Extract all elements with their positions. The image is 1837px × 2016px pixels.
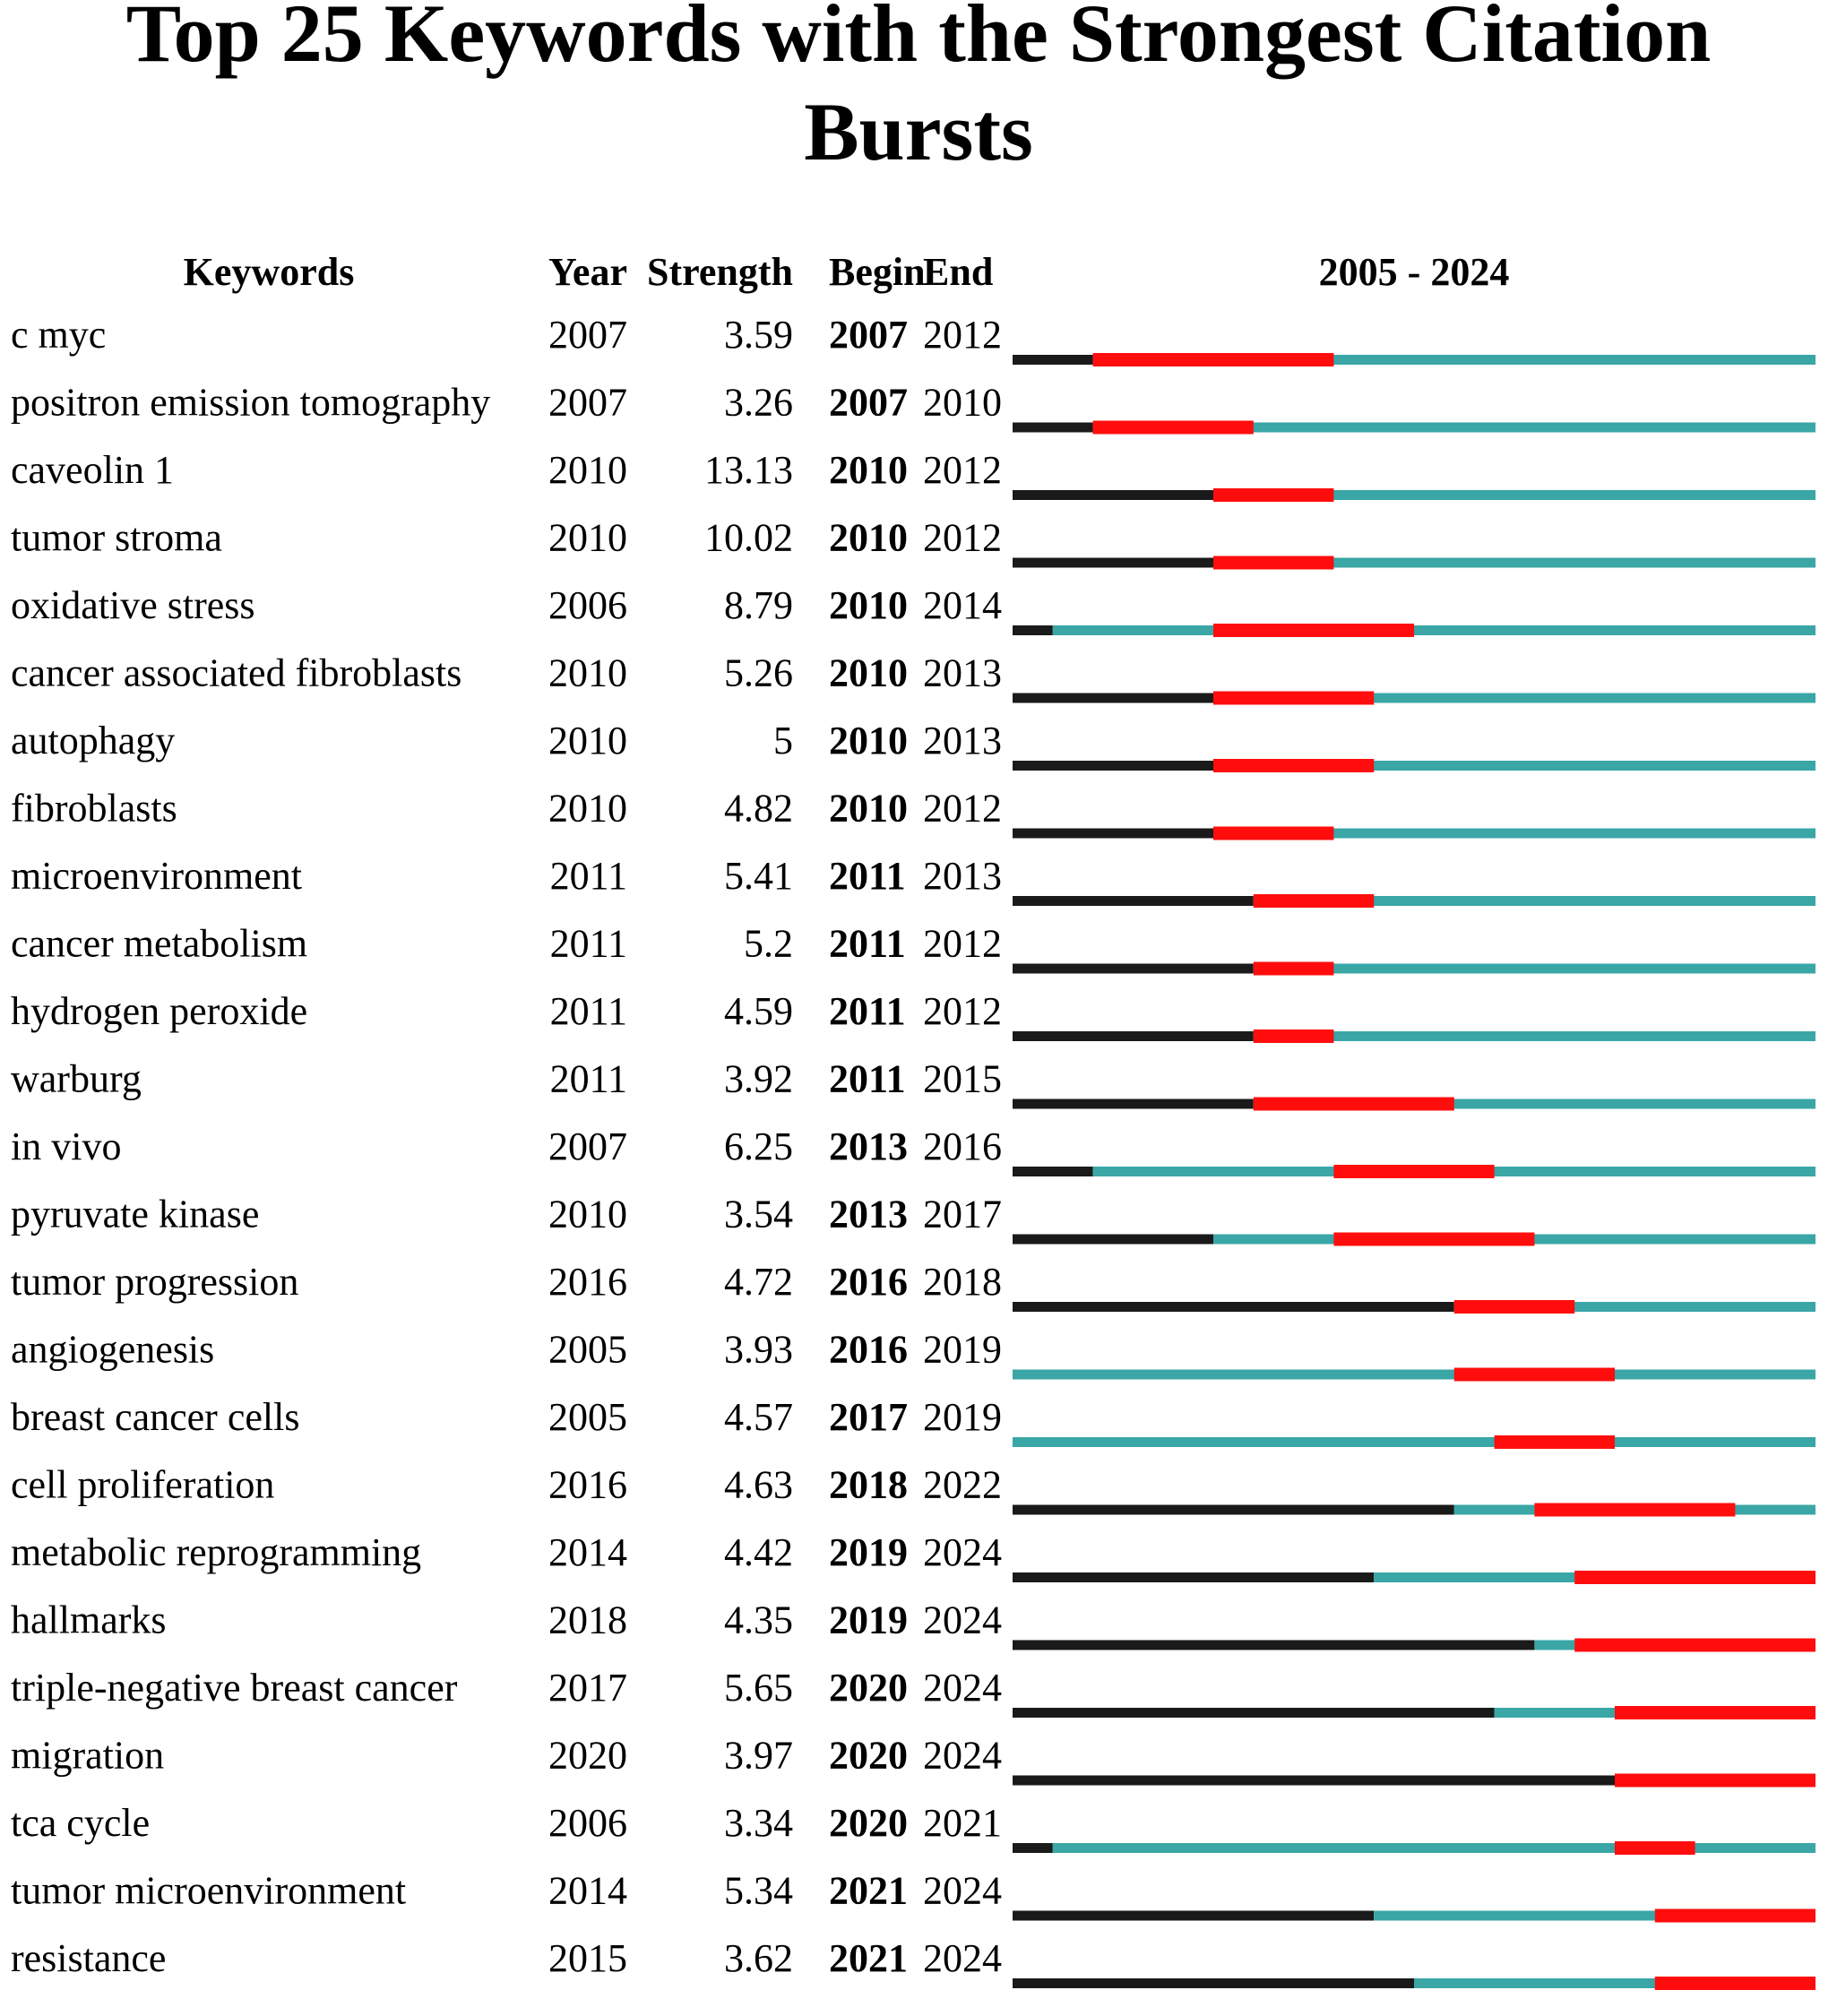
row-begin: 2010 xyxy=(829,448,908,492)
row-end: 2012 xyxy=(923,313,1002,357)
row-begin: 2020 xyxy=(829,1801,908,1845)
row-begin: 2021 xyxy=(829,1868,908,1913)
row-bar-before xyxy=(1013,1302,1454,1312)
row-bar-before xyxy=(1013,1099,1254,1109)
row-end: 2024 xyxy=(923,1733,1002,1778)
row-strength: 13.13 xyxy=(704,448,793,492)
row-bar-burst xyxy=(1655,1977,1815,1990)
row-year: 2011 xyxy=(549,989,627,1033)
row-year: 2016 xyxy=(548,1260,627,1304)
row-keyword: warburg xyxy=(11,1056,142,1101)
row-strength: 10.02 xyxy=(704,515,793,560)
row-bar-burst xyxy=(1254,1098,1454,1111)
row-bar-burst xyxy=(1454,1300,1574,1314)
row-bar-active xyxy=(1254,1031,1815,1041)
row-strength: 4.82 xyxy=(724,786,793,831)
row-year: 2006 xyxy=(548,1801,627,1845)
row-begin: 2007 xyxy=(829,380,908,425)
row-bar-burst xyxy=(1655,1909,1815,1923)
row-bar-before xyxy=(1013,829,1213,839)
row-keyword: metabolic reprogramming xyxy=(11,1530,422,1574)
row-bar-burst xyxy=(1093,353,1334,366)
row-bar-before xyxy=(1013,1911,1374,1921)
header-range: 2005 - 2024 xyxy=(1318,250,1510,294)
row-end: 2012 xyxy=(923,515,1002,560)
row-bar-before xyxy=(1013,964,1254,974)
row-bar-before xyxy=(1013,1843,1053,1853)
row-keyword: cancer associated fibroblasts xyxy=(11,650,462,695)
row-end: 2012 xyxy=(923,786,1002,831)
row-bar-burst xyxy=(1615,1774,1815,1788)
row-begin: 2010 xyxy=(829,583,908,627)
row-keyword: tca cycle xyxy=(11,1801,151,1845)
row-end: 2012 xyxy=(923,989,1002,1033)
row-keyword: triple-negative breast cancer xyxy=(11,1666,458,1710)
row-year: 2016 xyxy=(548,1462,627,1507)
row-year: 2010 xyxy=(548,448,627,492)
row-strength: 5.65 xyxy=(724,1666,793,1710)
row-bar-burst xyxy=(1615,1841,1695,1855)
row-begin: 2010 xyxy=(829,719,908,762)
row-end: 2019 xyxy=(923,1395,1002,1439)
row-bar-before xyxy=(1013,1505,1454,1515)
row-keyword: microenvironment xyxy=(11,854,303,898)
row-year: 2007 xyxy=(548,380,627,425)
row-begin: 2020 xyxy=(829,1733,908,1778)
row-bar-active xyxy=(1053,1843,1815,1853)
row-keyword: resistance xyxy=(11,1936,167,1980)
chart-title-line-1: Top 25 Keywords with the Strongest Citation xyxy=(125,0,1712,79)
row-bar-burst xyxy=(1454,1368,1615,1382)
row-end: 2024 xyxy=(923,1530,1002,1574)
row-begin: 2011 xyxy=(829,921,906,966)
row-keyword: caveolin 1 xyxy=(11,448,175,492)
row-keyword: tumor progression xyxy=(11,1260,299,1304)
row-end: 2012 xyxy=(923,448,1002,492)
row-begin: 2019 xyxy=(829,1598,908,1642)
row-begin: 2011 xyxy=(829,1056,906,1101)
row-strength: 5.34 xyxy=(724,1868,793,1913)
row-begin: 2020 xyxy=(829,1666,908,1710)
row-bar-before xyxy=(1013,490,1213,500)
row-keyword: in vivo xyxy=(11,1124,122,1168)
row-strength: 4.57 xyxy=(724,1395,793,1439)
row-bar-burst xyxy=(1254,894,1374,908)
row-year: 2014 xyxy=(548,1868,627,1913)
row-strength: 4.72 xyxy=(724,1260,793,1304)
row-strength: 3.92 xyxy=(724,1056,793,1101)
row-strength: 3.59 xyxy=(724,313,793,357)
row-begin: 2010 xyxy=(829,786,908,831)
row-keyword: hallmarks xyxy=(11,1598,167,1642)
row-bar-burst xyxy=(1093,421,1254,435)
row-keyword: fibroblasts xyxy=(11,786,177,831)
row-strength: 8.79 xyxy=(724,583,793,627)
row-bar-burst xyxy=(1615,1706,1815,1719)
row-bar-burst xyxy=(1333,1165,1494,1178)
row-bar-burst xyxy=(1333,1233,1534,1246)
row-strength: 3.93 xyxy=(724,1327,793,1372)
row-year: 2005 xyxy=(548,1327,627,1372)
row-end: 2013 xyxy=(923,854,1002,898)
row-end: 2016 xyxy=(923,1124,1002,1168)
row-begin: 2010 xyxy=(829,650,908,695)
row-keyword: tumor microenvironment xyxy=(11,1868,407,1913)
row-strength: 4.59 xyxy=(724,989,793,1033)
row-bar-before xyxy=(1013,1641,1534,1650)
row-keyword: hydrogen peroxide xyxy=(11,989,308,1033)
row-bar-active xyxy=(1013,1370,1815,1380)
row-bar-before xyxy=(1013,355,1093,365)
row-year: 2007 xyxy=(548,1124,627,1168)
row-year: 2010 xyxy=(548,1192,627,1236)
row-bar-burst xyxy=(1213,556,1333,570)
row-keyword: tumor stroma xyxy=(11,515,222,560)
row-year: 2011 xyxy=(549,921,627,966)
row-begin: 2016 xyxy=(829,1327,908,1372)
row-year: 2005 xyxy=(548,1395,627,1439)
row-bar-active xyxy=(1013,1437,1815,1447)
row-bar-burst xyxy=(1213,827,1333,840)
row-strength: 4.63 xyxy=(724,1462,793,1507)
row-end: 2014 xyxy=(923,583,1002,627)
row-bar-before xyxy=(1013,1167,1093,1176)
header-year: Year xyxy=(548,250,627,294)
row-begin: 2011 xyxy=(829,989,906,1033)
row-end: 2013 xyxy=(923,719,1002,762)
row-begin: 2013 xyxy=(829,1192,908,1236)
row-bar-burst xyxy=(1213,624,1414,637)
row-end: 2021 xyxy=(923,1801,1002,1845)
row-end: 2019 xyxy=(923,1327,1002,1372)
header-end: End xyxy=(923,250,994,294)
row-keyword: positron emission tomography xyxy=(11,380,491,425)
row-end: 2012 xyxy=(923,921,1002,966)
row-strength: 3.26 xyxy=(724,380,793,425)
row-strength: 4.35 xyxy=(724,1598,793,1642)
row-keyword: oxidative stress xyxy=(11,583,255,627)
row-bar-before xyxy=(1013,423,1093,433)
row-year: 2006 xyxy=(548,583,627,627)
row-bar-burst xyxy=(1254,1030,1334,1043)
row-keyword: migration xyxy=(11,1733,165,1778)
row-bar-burst xyxy=(1213,759,1374,772)
row-strength: 3.97 xyxy=(724,1733,793,1778)
row-strength: 3.54 xyxy=(724,1192,793,1236)
row-year: 2010 xyxy=(548,650,627,695)
row-keyword: breast cancer cells xyxy=(11,1395,300,1439)
header-begin: Begin xyxy=(829,250,926,294)
row-bar-before xyxy=(1013,1978,1414,1988)
row-bar-before xyxy=(1013,761,1213,771)
row-end: 2013 xyxy=(923,650,1002,695)
row-begin: 2018 xyxy=(829,1462,908,1507)
row-keyword: c myc xyxy=(11,313,107,357)
row-begin: 2016 xyxy=(829,1260,908,1304)
header-strength: Strength xyxy=(647,250,793,294)
row-year: 2015 xyxy=(548,1936,627,1980)
row-begin: 2019 xyxy=(829,1530,908,1574)
header-keywords: Keywords xyxy=(183,250,355,294)
row-end: 2022 xyxy=(923,1462,1002,1507)
row-end: 2015 xyxy=(923,1056,1002,1101)
row-begin: 2007 xyxy=(829,313,908,357)
row-bar-before xyxy=(1013,625,1053,635)
row-strength: 5.2 xyxy=(744,921,793,966)
row-end: 2024 xyxy=(923,1936,1002,1980)
row-year: 2010 xyxy=(548,719,627,762)
row-bar-burst xyxy=(1495,1435,1615,1449)
row-strength: 3.34 xyxy=(724,1801,793,1845)
row-year: 2018 xyxy=(548,1598,627,1642)
row-end: 2017 xyxy=(923,1192,1002,1236)
row-keyword: angiogenesis xyxy=(11,1327,215,1372)
row-year: 2011 xyxy=(549,854,627,898)
row-bar-before xyxy=(1013,1708,1495,1718)
row-year: 2017 xyxy=(548,1666,627,1710)
row-bar-before xyxy=(1013,1572,1374,1582)
row-strength: 3.62 xyxy=(724,1936,793,1980)
row-strength: 4.42 xyxy=(724,1530,793,1574)
row-begin: 2021 xyxy=(829,1936,908,1980)
row-year: 2007 xyxy=(548,313,627,357)
row-end: 2024 xyxy=(923,1868,1002,1913)
row-bar-before xyxy=(1013,896,1254,906)
row-end: 2024 xyxy=(923,1598,1002,1642)
row-bar-before xyxy=(1013,1776,1615,1786)
row-begin: 2010 xyxy=(829,515,908,560)
row-bar-burst xyxy=(1534,1503,1735,1517)
row-begin: 2011 xyxy=(829,854,906,898)
row-begin: 2017 xyxy=(829,1395,908,1439)
row-begin: 2013 xyxy=(829,1124,908,1168)
row-bar-burst xyxy=(1213,692,1374,705)
row-year: 2010 xyxy=(548,515,627,560)
row-strength: 5.26 xyxy=(724,650,793,695)
row-bar-before xyxy=(1013,558,1213,568)
row-bar-burst xyxy=(1254,962,1334,976)
row-bar-burst xyxy=(1213,488,1333,502)
row-bar-active xyxy=(1053,625,1815,635)
row-end: 2024 xyxy=(923,1666,1002,1710)
row-keyword: cancer metabolism xyxy=(11,921,308,966)
row-keyword: autophagy xyxy=(11,719,176,762)
row-bar-burst xyxy=(1574,1639,1815,1652)
row-strength: 5 xyxy=(773,719,793,762)
row-strength: 5.41 xyxy=(724,854,793,898)
row-bar-before xyxy=(1013,1235,1213,1245)
row-bar-burst xyxy=(1574,1571,1815,1584)
row-keyword: cell proliferation xyxy=(11,1462,275,1507)
row-strength: 6.25 xyxy=(724,1124,793,1168)
row-year: 2014 xyxy=(548,1530,627,1574)
row-bar-before xyxy=(1013,694,1213,703)
row-end: 2018 xyxy=(923,1260,1002,1304)
row-end: 2010 xyxy=(923,380,1002,425)
row-year: 2010 xyxy=(548,786,627,831)
chart-title-line-2: Bursts xyxy=(804,86,1033,177)
row-bar-before xyxy=(1013,1031,1254,1041)
row-keyword: pyruvate kinase xyxy=(11,1192,260,1236)
row-bar-active xyxy=(1254,964,1815,974)
row-year: 2011 xyxy=(549,1056,627,1101)
row-year: 2020 xyxy=(548,1733,627,1778)
